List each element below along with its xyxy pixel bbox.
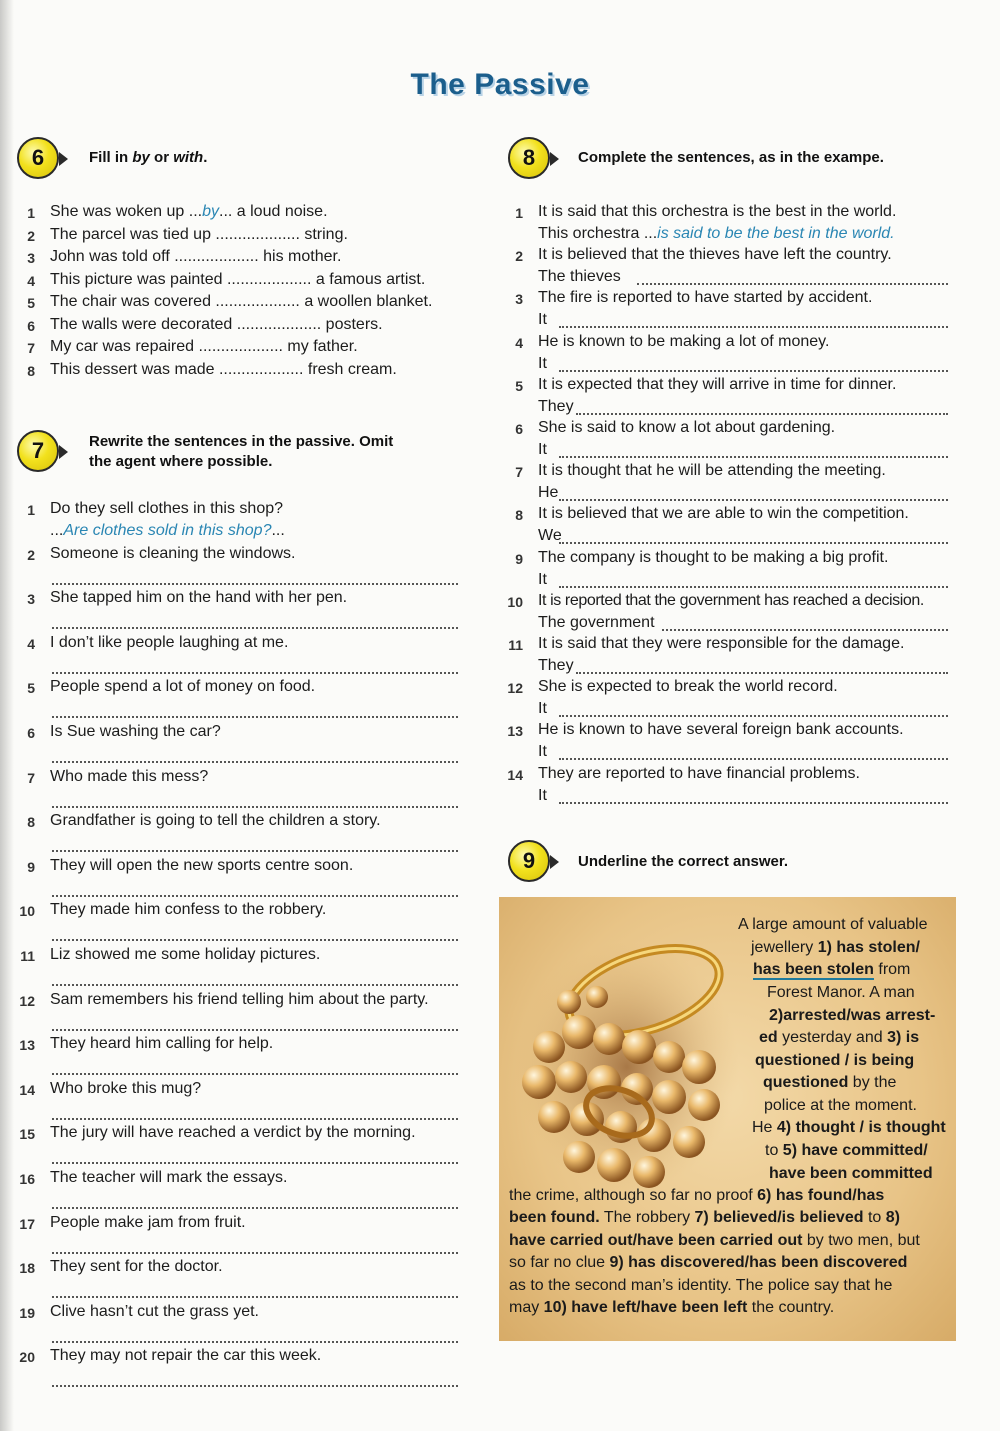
ex8-item-sentence: The company is thought to be making a big profit. — [538, 548, 889, 566]
ex7-answer-line[interactable] — [52, 583, 458, 585]
ex8-answer-line[interactable] — [559, 758, 948, 760]
text-fragment: We — [538, 527, 562, 545]
passage-line-8: questioned by the — [763, 1074, 897, 1091]
ex7-answer-line[interactable] — [52, 806, 458, 808]
exercise-9-passage-box — [499, 897, 956, 1341]
ex7-answer-line[interactable] — [52, 1385, 458, 1387]
text-fragment: by — [202, 203, 219, 220]
ex8-item-sentence: They are reported to have financial problems. — [538, 764, 860, 782]
text-fragment: ... — [50, 522, 64, 539]
ex7-answer-line[interactable] — [52, 1118, 458, 1120]
ex6-item-sentence — [50, 293, 432, 311]
ex8-answer-start — [538, 398, 574, 416]
ex7-item-sentence: The teacher will mark the essays. — [50, 1169, 288, 1186]
passage-line-14: been found. The robbery 7) believed/is believed to 8) — [509, 1209, 900, 1226]
ex8-answer-start — [538, 484, 558, 502]
ex7-item-sentence: She tapped him on the hand with her pen. — [50, 589, 348, 607]
fill-in-blank[interactable]: ................... — [226, 270, 312, 288]
text-fragment: a famous artist. — [311, 270, 426, 288]
ex7-answer-line[interactable] — [52, 1341, 458, 1343]
text-fragment: fresh cream. — [303, 360, 397, 378]
text-fragment: They — [538, 657, 574, 674]
text-fragment: It — [538, 700, 547, 718]
ex8-item-sentence: She is said to know a lot about gardening. — [538, 419, 836, 436]
passage-line-1: A large amount of valuable — [738, 916, 928, 933]
text-fragment: This dessert was made — [50, 360, 219, 378]
ex7-item-number: 5 — [27, 680, 35, 697]
ex6-item-sentence — [50, 203, 328, 221]
ex8-item-sentence: He is known to have several foreign bank accounts. — [538, 721, 904, 739]
ex8-item-number: 10 — [507, 593, 523, 610]
text-fragment: They — [538, 397, 574, 415]
passage-line-10: He 4) thought / is thought — [752, 1119, 946, 1136]
ex7-item-number: 9 — [27, 858, 35, 875]
page-title: The Passive — [410, 68, 590, 101]
ex8-answer-start — [538, 787, 547, 805]
passage-line-15: have carried out/have been carried out by two men, but — [509, 1232, 920, 1249]
ex6-item-number: 2 — [27, 227, 35, 244]
text-fragment: The parcel was tied up — [50, 225, 216, 243]
text-fragment: This picture was painted — [50, 270, 227, 288]
ex8-item-sentence: It is believed that the thieves have left the country. — [538, 246, 892, 264]
text-fragment: Are clothes sold in this shop? — [63, 522, 272, 539]
ex8-item-sentence: She is expected to break the world record. — [538, 678, 838, 696]
text-fragment: The chair was covered — [50, 293, 216, 310]
ex6-item-number: 1 — [27, 205, 35, 221]
ex7-item-number: 15 — [19, 1126, 35, 1143]
fill-in-blank[interactable]: ................... — [174, 248, 259, 265]
ex7-item-sentence: They may not repair the car this week. — [50, 1347, 322, 1365]
text-fragment: It — [538, 786, 547, 804]
passage-line-2: jewellery 1) has stolen/ — [751, 939, 920, 956]
ex8-answer-line[interactable] — [576, 672, 948, 674]
ex8-answer-start — [538, 571, 547, 589]
ex8-answer-start — [538, 355, 547, 373]
ex8-item-number: 4 — [515, 334, 523, 351]
ex8-item-sentence: It is said that they were responsible for the damage. — [538, 635, 905, 652]
exercise-9-badge: 9 — [508, 840, 550, 882]
ex8-item-number: 11 — [508, 637, 523, 653]
ex8-answer-start — [538, 311, 547, 329]
text-fragment: It — [538, 743, 547, 761]
ex8-answer-line[interactable] — [559, 499, 948, 501]
exercise-9-instruction: Underline the correct answer. — [578, 853, 789, 870]
fill-in-blank[interactable]: ................... — [198, 338, 283, 355]
ex7-answer-line[interactable] — [52, 895, 458, 897]
ex6-item-number: 7 — [27, 340, 35, 356]
ex8-item-number: 7 — [515, 464, 523, 481]
exercise-7-badge: 7 — [17, 430, 59, 472]
ex7-item-number: 17 — [19, 1215, 35, 1232]
ex8-answer-start — [538, 700, 547, 718]
text-fragment: This orchestra ... — [538, 225, 658, 242]
text-fragment: his mother. — [258, 248, 342, 265]
ex8-item-number: 13 — [507, 723, 523, 740]
ex8-answer-line[interactable] — [559, 715, 948, 717]
text-fragment: string. — [299, 225, 348, 243]
ex8-answer-line[interactable] — [559, 326, 948, 328]
ex7-answer-line[interactable] — [52, 672, 458, 674]
exercise-7-instruction: Rewrite the sentences in the passive. Omit the agent where possible. — [89, 433, 394, 470]
fill-in-blank[interactable]: ................... — [218, 360, 304, 378]
ex7-item-number: 6 — [27, 725, 35, 741]
ex6-item-sentence — [50, 316, 383, 334]
text-fragment: a woollen blanket. — [299, 293, 433, 310]
passage-line-3: has been stolen from — [753, 961, 911, 978]
ex7-item-sentence: People make jam from fruit. — [50, 1213, 246, 1231]
ex8-item-number: 8 — [515, 507, 523, 524]
ex6-item-number: 3 — [27, 250, 35, 266]
passage-line-13: the crime, although so far no proof 6) has found/has — [509, 1187, 885, 1204]
ex8-answer-line[interactable] — [559, 586, 948, 588]
exercise-6-instruction: Fill in by or with. — [89, 149, 208, 166]
ex7-answer-line[interactable] — [52, 1073, 458, 1075]
text-fragment: He — [538, 484, 559, 502]
text-fragment: is said to be the best in the world. — [657, 225, 895, 242]
ex8-answer-start — [538, 657, 574, 675]
ex7-item-sentence: Who broke this mug? — [50, 1079, 202, 1097]
passage-line-11: to 5) have committed/ — [765, 1142, 928, 1159]
ex7-item-sentence: They made him confess to the robbery. — [50, 901, 327, 919]
text-fragment: The walls were decorated — [50, 315, 237, 333]
ex8-item-sentence: It is reported that the government has reached a decision. — [538, 591, 924, 609]
ex7-answer-line[interactable] — [52, 1029, 458, 1031]
text-fragment: The thieves — [538, 268, 621, 286]
fill-in-blank[interactable]: ................... — [236, 315, 322, 333]
ex7-item-number: 1 — [27, 502, 35, 518]
text-fragment: It — [538, 354, 547, 372]
ex7-item-number: 19 — [19, 1304, 35, 1321]
ex8-item-number: 5 — [515, 377, 523, 394]
ex7-answer-line[interactable] — [52, 850, 458, 852]
text-fragment: My car was repaired — [50, 338, 199, 355]
text-fragment: ... — [271, 522, 285, 539]
passage-line-18: may 10) have left/have been left the country. — [509, 1299, 835, 1316]
ex8-item-number: 2 — [515, 248, 523, 265]
ex7-item-number: 12 — [19, 992, 35, 1009]
ex8-answer-line[interactable] — [559, 542, 948, 544]
text-fragment: The government — [538, 613, 655, 631]
ex7-item-sentence: Someone is cleaning the windows. — [50, 544, 296, 562]
passage-line-7: questioned / is being — [755, 1052, 915, 1069]
ex6-item-sentence — [50, 338, 358, 356]
text-fragment: ... a loud noise. — [219, 203, 328, 220]
ex8-answer-start — [538, 527, 562, 545]
passage-line-6: ed yesterday and 3) is — [759, 1029, 920, 1046]
jewellery-image — [509, 907, 744, 1197]
text-fragment: posters. — [321, 315, 383, 333]
ex8-answer-line[interactable] — [559, 370, 948, 372]
ex8-item-number: 1 — [515, 205, 523, 221]
ex7-item-sentence: The jury will have reached a verdict by the morning. — [50, 1124, 416, 1142]
page-edge-shadow — [0, 0, 14, 1431]
ex6-item-sentence — [50, 271, 425, 289]
ex8-answer-start — [538, 441, 547, 459]
ex6-item-number: 4 — [27, 272, 35, 289]
ex8-answer-line[interactable] — [559, 456, 948, 458]
ex7-answer-line[interactable] — [52, 627, 458, 629]
ex7-answer-line[interactable] — [52, 761, 458, 763]
ex8-answer-start — [538, 614, 655, 632]
ex7-item-sentence: Clive hasn’t cut the grass yet. — [50, 1302, 259, 1320]
ex8-item-sentence: It is said that this orchestra is the best in the world. — [538, 203, 897, 220]
passage-line-9: police at the moment. — [764, 1097, 917, 1114]
ex6-item-number: 8 — [27, 362, 35, 379]
ex6-item-sentence — [50, 226, 348, 244]
ex7-item-sentence: Liz showed me some holiday pictures. — [50, 946, 321, 963]
exercise-6-badge: 6 — [17, 137, 59, 179]
ex8-item-sentence: He is known to be making a lot of money. — [538, 332, 830, 350]
text-fragment: She was woken up ... — [50, 203, 203, 220]
ex8-answer-line[interactable] — [662, 629, 948, 631]
passage-line-17: as to the second man’s identity. The police say that he — [509, 1277, 893, 1294]
ex7-example-answer — [50, 522, 285, 540]
exercise-8-badge: 8 — [508, 137, 550, 179]
ex8-answer-start — [538, 743, 547, 761]
passage-line-4: Forest Manor. A man — [767, 984, 915, 1001]
ex7-answer-line[interactable] — [52, 1296, 458, 1298]
ex8-answer-start — [538, 225, 895, 243]
ex8-item-sentence: It is expected that they will arrive in time for dinner. — [538, 375, 897, 393]
ex7-item-sentence: People spend a lot of money on food. — [50, 678, 316, 696]
ex7-item-sentence: They sent for the doctor. — [50, 1258, 223, 1276]
ex7-item-number: 2 — [27, 546, 35, 563]
ex7-answer-line[interactable] — [52, 1252, 458, 1254]
text-fragment: It — [538, 311, 547, 329]
ex6-item-number: 5 — [27, 295, 35, 311]
ex8-answer-line[interactable] — [559, 802, 948, 804]
fill-in-blank[interactable]: ................... — [215, 293, 300, 310]
ex7-item-sentence: I don’t like people laughing at me. — [50, 633, 289, 651]
ex7-item-sentence: Do they sell clothes in this shop? — [50, 500, 284, 517]
ex6-item-sentence — [50, 248, 341, 266]
fill-in-blank[interactable]: ................... — [215, 225, 300, 243]
ex7-item-sentence: They will open the new sports centre soon. — [50, 856, 354, 874]
text-fragment: John was told off — [50, 248, 175, 265]
ex7-item-number: 10 — [19, 903, 35, 920]
text-fragment: It — [538, 570, 547, 588]
ex7-item-number: 14 — [19, 1081, 35, 1098]
ex7-answer-line[interactable] — [52, 939, 458, 941]
ex8-item-number: 9 — [515, 550, 523, 567]
ex7-answer-line[interactable] — [52, 984, 458, 986]
ex7-item-sentence: They heard him calling for help. — [50, 1035, 274, 1053]
ex7-item-number: 7 — [27, 769, 35, 786]
ex8-item-number: 3 — [515, 291, 523, 308]
ex7-item-sentence: Grandfather is going to tell the children a story. — [50, 812, 381, 830]
ex7-answer-line[interactable] — [52, 716, 458, 718]
ex8-answer-line[interactable] — [576, 413, 948, 415]
ex8-item-number: 12 — [507, 680, 523, 697]
text-fragment: my father. — [282, 338, 358, 355]
ex8-item-number: 6 — [515, 421, 523, 437]
ex8-answer-start — [538, 268, 621, 286]
ex7-item-sentence: Who made this mess? — [50, 767, 209, 785]
ex7-item-sentence: Is Sue washing the car? — [50, 723, 221, 740]
ex6-item-number: 6 — [27, 317, 35, 334]
ex7-item-sentence: Sam remembers his friend telling him about the party. — [50, 990, 429, 1008]
ex8-item-sentence: The fire is reported to have started by accident. — [538, 289, 873, 307]
ex8-answer-line[interactable] — [637, 283, 948, 285]
ex6-item-sentence — [50, 361, 397, 379]
ex7-item-number: 11 — [20, 948, 35, 964]
ex7-item-number: 8 — [27, 814, 35, 831]
ex8-item-sentence: It is thought that he will be attending the meeting. — [538, 462, 886, 480]
text-fragment: It — [538, 441, 547, 458]
ex7-item-number: 4 — [27, 635, 35, 652]
passage-line-5: 2)arrested/was arrest- — [769, 1007, 936, 1024]
passage-line-12: have been committed — [769, 1165, 933, 1182]
ex7-item-number: 13 — [19, 1037, 35, 1054]
ex7-item-number: 3 — [27, 591, 35, 608]
ex8-item-number: 14 — [507, 766, 523, 783]
ex8-item-sentence: It is believed that we are able to win the competition. — [538, 505, 909, 523]
ex7-item-number: 20 — [19, 1349, 35, 1366]
exercise-8-instruction: Complete the sentences, as in the exampe. — [578, 149, 884, 166]
ex7-answer-line[interactable] — [52, 1207, 458, 1209]
passage-line-16: so far no clue 9) has discovered/has been discovered — [509, 1254, 908, 1271]
ex7-answer-line[interactable] — [52, 1162, 458, 1164]
ex7-item-number: 16 — [19, 1171, 35, 1187]
ex7-item-number: 18 — [19, 1260, 35, 1277]
